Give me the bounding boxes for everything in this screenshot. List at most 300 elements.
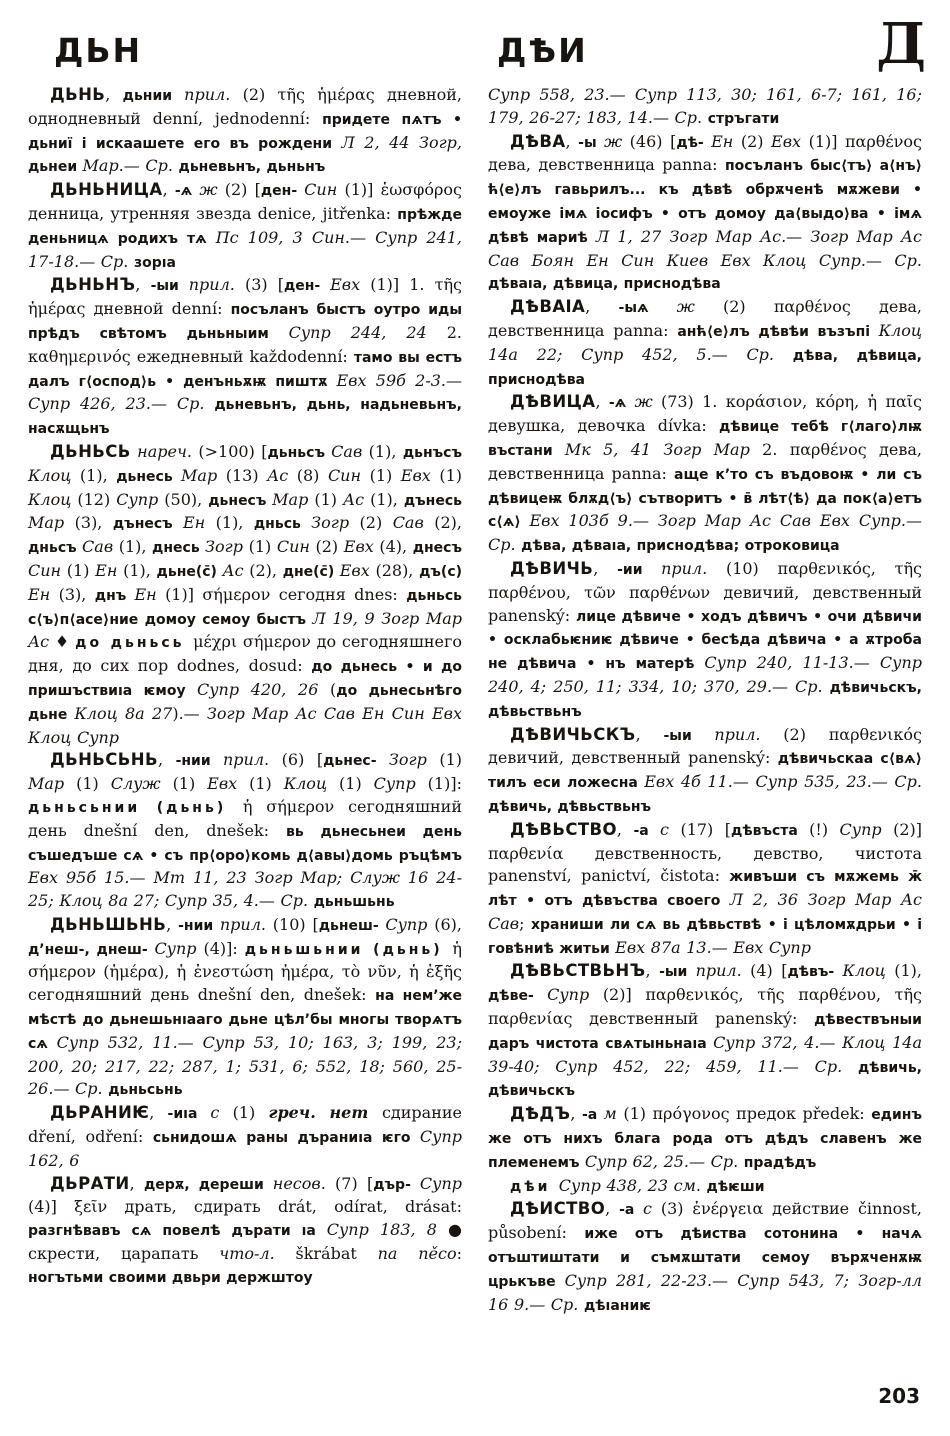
text-run: (2) <box>694 297 774 317</box>
ocs-quote: аще к’то съ въдовоѭ • ли съ дѣвицеѭ блѫд⟨ъ⟩ сътворитъ • в̄ лѣт⟨ѣ⟩ да пок⟨а⟩етъ с⟨ѧ⟩ <box>488 466 922 531</box>
text-run: (1), <box>117 560 157 580</box>
ocs-quote: анћ⟨е⟩лъ дѣвѣи възъпі <box>677 323 879 340</box>
text-run: (3), <box>50 584 95 604</box>
headword: ДЬНЬСЬНЬ <box>50 750 158 770</box>
source-reference: Син <box>327 465 362 485</box>
source-reference: Евх <box>771 131 802 151</box>
source-reference: Л 1, 27 Зогр Мар Ас.— Зогр Мар Ас Сав Боян Ен Син Киев Евх Клоц Супр.— Ср. <box>488 226 923 270</box>
ocs-quote: дьньсъ <box>267 444 332 461</box>
text-run: (1), <box>205 513 254 533</box>
ocs-quote-spaced: до дьньсь <box>75 635 194 652</box>
text-run: до сегодняшнего дня, до сих пор dodnes, dosud: <box>28 632 462 676</box>
text-run: (12) <box>71 489 117 509</box>
source-reference: Зогр <box>388 750 427 770</box>
ocs-quote: дьнесъ <box>208 492 273 509</box>
ocs-quote: -ѧ <box>608 395 635 412</box>
headword: ДѢВИЧЬ <box>510 558 594 578</box>
text-run: (1), <box>364 489 404 509</box>
ocs-quote: вь дьнесьнеи день съшедъше сѧ • съ пр⟨оро⟩комь д⟨авы⟩домь ръцѣмъ <box>28 823 462 864</box>
source-reference: Син <box>276 537 310 557</box>
source-reference: Мк 5, 41 Зогр Мар <box>564 439 763 459</box>
greek-gloss: ἡ σήμερον <box>242 796 349 816</box>
entry-dininu <box>28 274 462 441</box>
source-reference: ж <box>676 297 695 317</box>
greek-gloss: τῆς ἡμέρας <box>277 85 387 104</box>
ocs-quote: дьнесь <box>116 468 182 485</box>
text-run: (1) <box>308 489 344 509</box>
text-run: , <box>149 1103 168 1123</box>
ocs-quote: дѣвичь, дѣвичьскъ <box>488 1059 922 1100</box>
text-run: ).— <box>172 703 207 723</box>
source-reference: Син <box>304 180 338 200</box>
headword: ДѢДЪ <box>510 1104 571 1124</box>
ocs-quote-spaced: дьньсьнии (дьнь) <box>28 799 243 816</box>
ocs-quote: посъланъ быс⟨тъ⟩ а⟨нъ⟩ћ⟨е⟩лъ гавьрилъ... къ дѣвѣ обрѫченѣ мѫжеви • емоуже імѧ іосифъ • отъ домоу да⟨выдо⟩ва • імѧ дѣвѣ мариѣ <box>488 158 923 246</box>
text-run: дева, девственница panna: <box>488 155 725 175</box>
ocs-quote: посъланъ быстъ оутро иды прѣдъ свѣтомъ дьньныим <box>28 302 462 342</box>
ocs-quote: дньсъ <box>28 540 83 557</box>
ocs-quote: дѣвъста <box>731 822 810 839</box>
text-run: (1) <box>426 750 463 770</box>
source-reference: Супр <box>116 489 159 509</box>
headword: ДЬНЬНЪ <box>50 275 136 295</box>
text-run: (2) <box>309 537 344 557</box>
text-run: (1), <box>362 441 403 461</box>
ocs-quote-spaced: дьньшьнии (дьнь) <box>244 941 453 958</box>
ocs-quote: дънесь <box>403 492 462 509</box>
source-reference: прил. <box>219 914 266 934</box>
source-reference: Пс 109, 3 Син.— Супр 241, 17-18.— Ср. <box>28 227 463 271</box>
text-run: (1) <box>160 774 208 794</box>
ocs-quote: -ыи <box>150 278 189 295</box>
source-reference: Евх 95б 15.— Мт 11, 23 Зогр Мар; Служ 16 24-25; Клоц 8а 27; Супр 35, 4.— Ср. <box>28 868 462 911</box>
ocs-quote: -а <box>619 1202 643 1219</box>
headword: ДЬНЬ <box>50 85 106 104</box>
source-reference: Ен <box>28 584 51 604</box>
source-reference: Л 2, 36 Зогр Мар Ас Сав <box>488 890 923 933</box>
source-reference: с <box>210 1103 220 1123</box>
ocs-quote: разгнѣвавъ сѧ повелѣ дърати ıа <box>28 1223 327 1240</box>
greek-gloss: ξεῖν <box>74 1197 125 1217</box>
source-reference: Мар <box>181 465 218 485</box>
text-run: (1), <box>885 961 922 981</box>
source-reference: Мар <box>28 513 65 533</box>
text-run: (2) <box>760 724 829 744</box>
text-run: (1), <box>71 465 117 485</box>
entry-devichisk <box>488 724 922 819</box>
column-right <box>488 84 922 1317</box>
greek-gloss: ἐνέργεια <box>692 1199 773 1219</box>
source-reference: Ен <box>134 584 157 604</box>
grammar-note: греч. нет <box>268 1103 382 1123</box>
source-reference: Евх 103б 9.— Зогр Мар Ас Сав Евх Супр.— Ср. <box>488 511 923 555</box>
text-run: дневной denní: <box>93 299 231 319</box>
ocs-quote: до дьнесьнѣго дьне <box>28 682 463 723</box>
headword: ДѢВА <box>510 131 566 151</box>
source-reference: Супр 372, 4.— Клоц 14а 39-40; Супр 452, 22; 459, 11.— Ср. <box>488 1032 923 1076</box>
page-number: 203 <box>878 1384 920 1408</box>
source-reference: Супр <box>547 985 590 1005</box>
source-reference: Супр <box>154 938 197 958</box>
source-reference: ж <box>634 392 653 412</box>
text-run: (10) [ <box>265 914 319 934</box>
source-reference: Супр 420, 26 <box>197 679 319 699</box>
source-reference: Л 19, 9 Зогр Мар Ас <box>28 608 462 652</box>
text-run: ( <box>318 679 337 699</box>
source-reference: Клоц <box>842 961 886 981</box>
ocs-quote: -ыѧ <box>618 300 677 317</box>
source-reference: с <box>660 819 669 839</box>
ocs-quote: тамо вы естъ далъ г⟨оспод⟩ь • денъньѫѭ пиштѫ <box>28 349 463 390</box>
headword: ДѢВИЦА <box>510 392 596 412</box>
source-reference: Клоц <box>28 465 72 485</box>
source-reference: м <box>603 1104 617 1124</box>
text-run: (50), <box>158 489 209 509</box>
ocs-quote: дьневьнъ, дьнь, надьневьнъ, насѫщьнъ <box>28 397 462 438</box>
ocs-quote: живъши съ мѫжемь ж̄ лѣт • отъ дѣвъства своего <box>488 869 922 910</box>
ocs-quote: дѣвичь, дѣвьствьнъ <box>488 798 652 815</box>
text-run: (1) <box>219 1103 269 1123</box>
text-run: сегодня dnes: <box>278 584 407 604</box>
source-reference: Супр <box>385 914 428 934</box>
headword: ДѢВЬСТВО <box>510 819 617 839</box>
greek-gloss: ἡ σήμερον (ἡμέρα), ἡ ἐνεστώση ἡμέρα, τὸ νῦν, ἡ ἑξῆς <box>28 938 462 982</box>
ocs-quote: -ыи <box>663 727 715 744</box>
text-run: , <box>605 1199 620 1219</box>
ocs-quote: ногътьми своими двьри держштоу <box>28 1269 313 1286</box>
text-run: (28), <box>369 560 420 580</box>
text-run: , <box>593 558 618 578</box>
ocs-quote: стръгати <box>707 110 780 127</box>
text-run: дева, девственница panna: <box>488 439 922 483</box>
text-run: ; <box>519 913 531 933</box>
column-left <box>28 84 462 1317</box>
text-run: škrábat <box>274 1244 378 1264</box>
source-reference: Клоц <box>283 774 328 794</box>
entry-dini <box>28 84 462 179</box>
ocs-quote: -ии <box>617 561 662 578</box>
text-run: (4) [ <box>741 961 788 981</box>
source-reference: прил. <box>223 750 270 770</box>
text-run: (!) <box>809 819 840 839</box>
source-reference: Супр 532, 11.— Супр 53, 10; 163, 3; 199, 23; 200, 20; 217, 22; 287, 1; 531, 6; 552, 18; 560, 25-26.— Ср. <box>28 1032 463 1099</box>
text-run: (2), <box>243 560 283 580</box>
running-head-section-letter: Д <box>876 11 926 77</box>
greek-gloss: τῆς ἡμέρας <box>28 275 462 319</box>
source-reference: ж <box>603 131 623 151</box>
text-run: (4)]: <box>196 938 245 958</box>
ocs-quote: -нии <box>178 917 220 934</box>
ocs-quote: дѣвичьскъ, дѣвьствьнъ <box>488 679 922 720</box>
source-reference: Зогр Мар Ас Сав Ен Син Евх Клоц Супр <box>28 703 462 747</box>
source-reference: Супр 162, 6 <box>28 1127 462 1170</box>
greek-gloss: παρθενία <box>488 843 595 863</box>
source-reference: Евх <box>400 465 431 485</box>
ocs-quote: -а <box>633 822 660 839</box>
source-reference: Ас <box>222 560 244 580</box>
ocs-quote: дьнъсъ <box>402 444 462 461</box>
text-run: , <box>162 180 175 200</box>
running-head <box>0 0 950 82</box>
headword: ДЬРАНИѤ <box>50 1103 150 1123</box>
text-run: девичий, девственный panenský: <box>488 582 922 625</box>
text-run: предок předek: <box>736 1104 872 1124</box>
entry-deva <box>488 131 922 297</box>
ocs-quote: -ыи <box>659 964 696 981</box>
source-reference: Супр <box>373 774 416 794</box>
ocs-quote: дьнеи <box>28 159 83 176</box>
ocs-quote: дѣва, дѣваıа, приснодѣва; отроковица <box>521 538 840 555</box>
text-run: (1) <box>430 465 462 485</box>
ocs-quote: ден- <box>260 183 305 200</box>
text-run: ● скрести, царапать <box>28 1220 463 1264</box>
entry-dei-crossref <box>488 1175 922 1199</box>
ocs-quote: дѣвице тебѣ г⟨лаго⟩лѭ въстани <box>488 419 922 459</box>
text-run: (1) <box>61 560 96 580</box>
source-reference: Клоц 14а 22; Супр 452, 5.— Ср. <box>488 320 922 364</box>
greek-gloss: καθημερινός <box>28 346 137 366</box>
text-run: ♦ <box>49 632 76 652</box>
entry-dinisi <box>28 441 462 749</box>
headword: ДѢВЬСТВЬНЪ <box>510 961 646 981</box>
text-run: (1), <box>113 537 153 557</box>
ocs-quote: дньсь <box>253 516 312 533</box>
text-run: 2. <box>762 439 790 459</box>
headword: ДЬРАТИ <box>50 1173 130 1193</box>
entry-diranije <box>28 1102 462 1172</box>
source-reference: Супр 438, 23 см. <box>558 1175 707 1195</box>
text-run: девственный panenský: <box>589 1009 815 1029</box>
text-run: (4)] <box>28 1197 75 1217</box>
greek-gloss: παρθένος <box>845 131 922 151</box>
ocs-quote: дъ(с) <box>419 563 463 580</box>
text-run: (1) <box>237 774 284 794</box>
ocs-quote: дѣва, дѣвица, приснодѣва <box>488 347 922 388</box>
text-run: (1)] <box>156 584 203 604</box>
text-run: (1)] <box>801 131 846 151</box>
source-reference: Служ <box>110 774 161 794</box>
text-run: : <box>456 1244 463 1264</box>
headword: ДЬНЬСЬ <box>50 441 131 461</box>
text-run: (73) 1. <box>652 392 726 412</box>
text-run: (2)] <box>589 985 646 1005</box>
source-reference: na něco <box>377 1244 457 1264</box>
greek-gloss: ἑωσφόρος <box>380 180 462 200</box>
headword: ДѢВИЧЬСКЪ <box>510 724 636 744</box>
text-run: , <box>616 819 634 839</box>
source-reference: прил. <box>188 275 235 295</box>
source-reference: Син <box>28 560 62 580</box>
ocs-quote: -ы <box>578 134 604 151</box>
ocs-quote: дър- <box>373 1176 420 1193</box>
ocs-quote: дѣве- <box>488 988 548 1005</box>
text-run: (8) <box>288 465 328 485</box>
source-reference: Зогр <box>311 513 350 533</box>
source-reference: Сав <box>331 441 363 461</box>
greek-gloss: παρθενικός <box>828 724 923 744</box>
text-run: (1)] <box>337 180 381 200</box>
greek-gloss: κοράσιον, κόρη, ἡ παῖς <box>725 392 923 412</box>
text-run: , <box>570 1104 582 1124</box>
text-run: сегодняшний день dnešní den, dnešek: <box>28 985 376 1005</box>
ocs-quote: дѣıаниѥ <box>583 1297 652 1314</box>
ocs-quote: зорıа <box>133 254 176 271</box>
text-run: (6) [ <box>269 750 324 770</box>
ocs-quote: прадѣдъ <box>743 1154 817 1171</box>
ocs-quote: дѣ- <box>676 134 712 151</box>
source-reference: прил. <box>661 558 708 578</box>
ocs-quote: лице дѣвиче • ходъ дѣвичъ • очи дѣвичи • осклабьѥниѥ дѣвиче • бесѣда дѣвича • а ѫтроба не дѣвича • нъ матерѣ <box>488 608 922 673</box>
source-reference: несов. <box>272 1173 326 1193</box>
source-reference: Сав <box>392 513 424 533</box>
greek-gloss: παρθένος <box>789 439 880 459</box>
ocs-quote: дьньсьнь <box>108 1082 183 1099</box>
text-run: (2) <box>349 513 393 533</box>
entry-dirati-continuation <box>488 84 922 131</box>
text-run: (1)]: <box>415 774 462 794</box>
text-run: , <box>105 85 123 104</box>
ocs-quote: дѣвъ- <box>787 964 843 981</box>
ocs-quote: -нии <box>175 753 223 770</box>
source-reference: Ен <box>182 513 206 533</box>
text-run: ежедневный každodenní: <box>136 346 354 366</box>
text-run: , <box>157 750 176 770</box>
text-run: девственность, девство, чистота panenství, panictví, čistota: <box>488 843 922 886</box>
ocs-quote: до дьнесь • и до пришъствиıа ѥмоу <box>28 659 462 699</box>
entry-dinishini <box>28 914 462 1102</box>
entry-devistvo <box>488 819 922 961</box>
text-run: , <box>595 392 609 412</box>
source-reference: Супр <box>839 819 882 839</box>
greek-gloss: μέχρι σήμερον <box>193 632 317 652</box>
text-run: денница, утренняя звезда denice, jitřenka: <box>28 203 398 223</box>
source-reference: Супр <box>419 1173 462 1193</box>
text-run: (17) [ <box>668 819 732 839</box>
source-reference: Супр 62, 25.— Ср. <box>584 1151 744 1171</box>
source-reference: Мар <box>272 489 309 509</box>
ocs-quote: днесъ <box>412 540 462 557</box>
text-run: (3) <box>651 1199 693 1219</box>
text-run: (46) [ <box>622 131 677 151</box>
source-reference: Евх 59б 2-3.— Супр 426, 23.— Ср. <box>28 370 462 414</box>
source-reference: что-л. <box>219 1244 275 1264</box>
text-run: (10) <box>707 558 778 578</box>
text-run: 2. <box>446 322 463 342</box>
entry-dirati <box>28 1173 462 1290</box>
ocs-quote: днъ <box>94 587 135 604</box>
ocs-quote: дѣваıа, дѣвица, приснодѣва <box>488 276 721 293</box>
ocs-quote: дънесъ <box>112 516 183 533</box>
running-head-center-guideword: ДѢИ <box>497 31 588 70</box>
entry-ded <box>488 1103 922 1174</box>
greek-gloss: παρθενικός, τῆς παρθένου, τῶν παρθένων <box>488 558 923 602</box>
source-reference: прил. <box>695 961 742 981</box>
source-reference: Супр 281, 22-23.— Супр 543, 7; Зогр-лл 16 9.— Ср. <box>488 1270 922 1314</box>
ocs-quote: дьньшьнь <box>313 894 395 911</box>
text-run: (4), <box>373 537 413 557</box>
text-run: дева, девственница panna: <box>488 297 922 340</box>
ocs-quote: дѣвествъныи даръ чистота свѧтыньнаıа <box>488 1012 922 1052</box>
text-run: дневной, однодневный denní, jednodenní: <box>28 85 463 128</box>
ocs-quote: -а <box>581 1107 604 1124</box>
source-reference: Ас <box>267 465 289 485</box>
source-reference: Супр 244, 24 <box>288 322 447 342</box>
text-run: (2), <box>423 513 463 533</box>
text-run: , <box>166 914 179 934</box>
entry-dininitsa <box>28 179 462 274</box>
greek-gloss: σήμερον <box>202 584 279 604</box>
source-reference: прил. <box>184 85 231 104</box>
ocs-quote: храниши ли сѧ вь дѣвьствѣ • і цѣломѫдрьи • і говѣниѣ житьи <box>488 916 922 957</box>
text-run: (2) <box>230 85 278 104</box>
entry-devistvin <box>488 960 922 1103</box>
headword: ДѢВАІА <box>510 297 586 317</box>
source-reference: Евх <box>339 560 370 580</box>
source-reference: Сав <box>82 537 114 557</box>
ocs-quote: дьнес- <box>323 753 389 770</box>
ocs-quote: дьне(с̄) <box>156 563 223 580</box>
text-run: , <box>129 1173 144 1193</box>
text-run: действие činnost, působení: <box>488 1199 922 1243</box>
text-run: (3) [ <box>234 275 284 295</box>
ocs-quote: придете пѧтъ • дьниї і искаашете его въ рождени <box>28 111 462 152</box>
text-run: , <box>635 724 664 744</box>
ocs-quote: -иıа <box>167 1106 211 1123</box>
text-run: , <box>135 275 151 295</box>
source-reference: с <box>643 1199 652 1219</box>
text-run: девушка, девочка dívka: <box>488 416 720 436</box>
source-reference: Л 2, 44 Зогр, <box>341 132 463 152</box>
source-reference: Мар.— Ср. <box>82 156 179 176</box>
entry-devich <box>488 558 922 724</box>
text-run: , <box>585 297 619 317</box>
text-run: (1)] 1. <box>360 275 435 295</box>
greek-gloss: παρθένος <box>773 297 880 317</box>
text-run: (1) <box>64 774 111 794</box>
text-run: (>100) [ <box>191 441 268 461</box>
ocs-quote: дне(с̄) <box>282 563 340 580</box>
ocs-quote: днесь <box>152 540 206 557</box>
text-run: сегодняшний день dnešní den, dnešek: <box>28 796 462 840</box>
source-reference: Евх <box>330 275 361 295</box>
ocs-quote: дьньсь с⟨ъ⟩п⟨асе⟩ние домоу семоу быстъ <box>28 587 463 628</box>
ocs-quote: дьнеш- <box>318 917 386 934</box>
ocs-quote: дьнии <box>122 88 185 104</box>
source-reference: Клоц 8а 27 <box>74 703 173 723</box>
text-run: (2) <box>733 131 772 151</box>
source-reference: прил. <box>714 724 761 744</box>
text-run: (6), <box>427 914 462 934</box>
entry-deistvo <box>488 1198 922 1317</box>
ocs-quote: дѣѥши <box>706 1178 765 1195</box>
text-run: , <box>645 961 660 981</box>
greek-gloss: πρόγονος <box>652 1104 737 1124</box>
ocs-quote: прѣжде деньницѧ родихъ тѧ <box>28 206 462 247</box>
source-reference: Ен <box>95 560 118 580</box>
source-reference: Супр 183, 8 <box>326 1220 437 1240</box>
running-head-left-guideword: ДЬН <box>54 31 143 70</box>
source-reference: Евх 4б 11.— Супр 535, 23.— Ср. <box>644 772 922 792</box>
source-reference: Супр 558, 23.— Супр 113, 30; 161, 6-7; 161, 16; 179, 26-27; 183, 14.— Ср. <box>488 85 922 127</box>
text-run: девичий, девственный panenský: <box>488 748 778 768</box>
ocs-quote: единъ же отъ нихъ блага рода отъ дѣдъ славенъ же племенемъ <box>488 1107 922 1171</box>
text-run: сдирание dření, odření: <box>28 1103 463 1147</box>
ocs-quote: д’неш-, днеш- <box>28 941 155 958</box>
headword: ДѢИСТВО <box>510 1199 606 1219</box>
ocs-quote: на нем’же мѣстѣ до дьнешьнıааго дьне цѣл’бы многы творѧтъ сѧ <box>28 988 463 1052</box>
ocs-quote: -ѧ <box>174 183 200 200</box>
text-run: (2) [ <box>217 180 261 200</box>
